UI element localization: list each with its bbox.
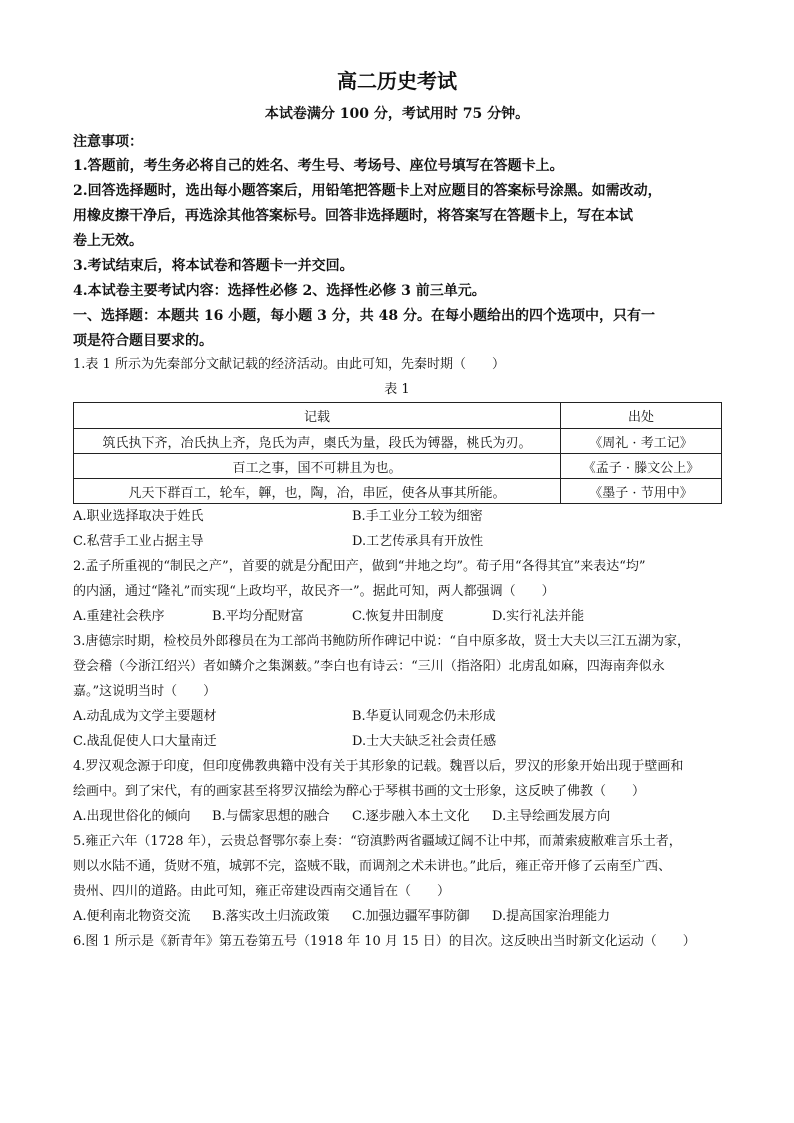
question-2-stem-cont: 的内涵，通过“隆礼”而实现“上政均平，故民齐一”。据此可知，两人都强调（ ） — [73, 584, 555, 599]
table-cell: 百工之事，国不可耕且为也。 — [74, 454, 561, 479]
option-c[interactable]: C.逐步融入本土文化 — [352, 809, 470, 824]
table-row — [74, 429, 722, 454]
question-4-stem-cont: 绘画中。到了宋代，有的画家甚至将罗汉描绘为醉心于琴棋书画的文士形象，这反映了佛教（ ） — [73, 784, 646, 799]
notice-item: 1.答题前，考生务必将自己的姓名、考生号、考场号、座位号填写在答题卡上。 — [73, 158, 564, 174]
question-5-stem: 5.雍正六年（1728 年），云贵总督鄂尔泰上奏：“窃滇黔两省疆域辽阔不让中邦，而萧索疲敝难言乐土者， — [73, 834, 682, 849]
notice-item: 3.考试结束后，将本试卷和答题卡一并交回。 — [73, 258, 354, 274]
notice-heading: 注意事项： — [73, 134, 143, 150]
table-row — [74, 454, 722, 479]
option-b[interactable]: B.与儒家思想的融合 — [212, 809, 330, 824]
option-a[interactable]: A.动乱成为文学主要题材 — [73, 709, 217, 724]
option-d[interactable]: D.士大夫缺乏社会责任感 — [352, 734, 497, 749]
option-b[interactable]: B.华夏认同观念仍未形成 — [352, 709, 496, 724]
question-5-stem-cont: 贵州、四川的道路。由此可知，雍正帝建设西南交通旨在（ ） — [73, 884, 451, 899]
question-3-stem-cont: 登会稽（今浙江绍兴）者如鳞介之集渊薮。”李白也有诗云：“三川（指洛阳）北虏乱如麻，四海南奔似永 — [73, 659, 665, 674]
option-c[interactable]: C.战乱促使人口大量南迁 — [73, 734, 217, 749]
option-d[interactable]: D.提高国家治理能力 — [492, 909, 611, 924]
option-b[interactable]: B.平均分配财富 — [212, 609, 304, 624]
question-1-stem: 1.表 1 所示为先秦部分文献记载的经济活动。由此可知，先秦时期（ ） — [73, 357, 505, 372]
page-title: 高二历史考试 — [337, 69, 457, 93]
notice-item: 卷上无效。 — [73, 233, 143, 249]
option-d[interactable]: D.主导绘画发展方向 — [492, 809, 611, 824]
table-cell: 筑氏执下齐，冶氏执上齐，凫氏为声，㮚氏为量，段氏为镈器，桃氏为刃。 — [74, 429, 561, 454]
page-subtitle: 本试卷满分 100 分，考试用时 75 分钟。 — [264, 106, 530, 122]
option-d[interactable]: D.工艺传承具有开放性 — [352, 534, 484, 549]
option-d[interactable]: D.实行礼法并能 — [492, 609, 585, 624]
question-3-stem-cont: 嘉。”这说明当时（ ） — [73, 684, 217, 699]
option-b[interactable]: B.手工业分工较为细密 — [352, 509, 483, 524]
question-3-stem: 3.唐德宗时期，检校员外郎穆员在为工部尚书鲍防所作碑记中说：“自中原多故，贤士大夫以三江五湖为家， — [73, 634, 691, 649]
option-a[interactable]: A.职业选择取决于姓氏 — [73, 509, 204, 524]
option-a[interactable]: A.重建社会秩序 — [73, 609, 165, 624]
table-header-cell: 出处 — [561, 403, 722, 429]
table-header-cell: 记载 — [74, 403, 561, 429]
notice-item: 用橡皮擦干净后，再选涂其他答案标号。回答非选择题时，将答案写在答题卡上，写在本试 — [73, 208, 633, 224]
table-cell: 《周礼 · 考工记》 — [561, 429, 722, 454]
section-heading: 一、选择题：本题共 16 小题，每小题 3 分，共 48 分。在每小题给出的四个选项中，只有一 — [73, 308, 655, 324]
question-5-stem-cont: 则以水陆不通，货财不殖，城郭不完，盗贼不戢，而调剂之术未讲也。”此后，雍正帝开修了云南至广西、 — [73, 859, 672, 874]
option-a[interactable]: A.出现世俗化的倾向 — [73, 809, 191, 824]
option-b[interactable]: B.落实改土归流政策 — [212, 909, 330, 924]
table-row — [74, 479, 722, 504]
question-2-stem: 2.孟子所重视的“制民之产”，首要的就是分配田产，做到“井地之均”。荀子用“各得其宜”来表达“均” — [73, 559, 646, 574]
option-c[interactable]: C.恢复井田制度 — [352, 609, 444, 624]
option-a[interactable]: A.便利南北物资交流 — [73, 909, 191, 924]
question-4-stem: 4.罗汉观念源于印度，但印度佛教典籍中没有关于其形象的记载。魏晋以后，罗汉的形象开始出现于壁画和 — [73, 759, 684, 774]
question-6-stem: 6.图 1 所示是《新青年》第五卷第五号（1918 年 10 月 15 日）的目次。这反映出当时新文化运动（ ） — [73, 934, 696, 949]
option-c[interactable]: C.私营手工业占据主导 — [73, 534, 204, 549]
notice-item: 4.本试卷主要考试内容：选择性必修 2、选择性必修 3 前三单元。 — [73, 283, 486, 299]
notice-item: 2.回答选择题时，选出每小题答案后，用铅笔把答题卡上对应题目的答案标号涂黑。如需改动， — [73, 183, 662, 199]
table-cell: 《孟子 · 滕文公上》 — [561, 454, 722, 479]
question-1-table — [73, 402, 722, 504]
table-header-row — [74, 403, 722, 429]
option-c[interactable]: C.加强边疆军事防御 — [352, 909, 470, 924]
section-heading-cont: 项是符合题目要求的。 — [73, 333, 213, 349]
table-caption: 表 1 — [384, 382, 410, 397]
table-cell: 《墨子 · 节用中》 — [561, 479, 722, 504]
table-cell: 凡天下群百工，轮车，韗，也，陶，冶，串匠，使各从事其所能。 — [74, 479, 561, 504]
